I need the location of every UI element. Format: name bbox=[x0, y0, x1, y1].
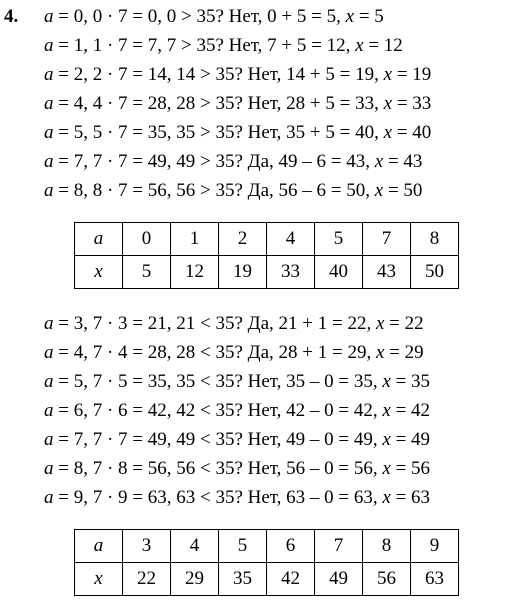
table-cell: 4 bbox=[171, 530, 219, 563]
table-cell: 0 bbox=[123, 223, 171, 256]
result: = 29 bbox=[384, 342, 424, 363]
var-a: a bbox=[44, 487, 54, 508]
part1-line-6 bbox=[44, 151, 422, 173]
table-cell: 63 bbox=[411, 563, 459, 596]
table-cell: 8 bbox=[411, 223, 459, 256]
var-x: x bbox=[383, 122, 393, 143]
var-x: x bbox=[383, 64, 393, 85]
expression: = 3, 7 · 3 = 21, 21 < 35? Да, 21 + 1 = 22, bbox=[53, 313, 376, 334]
result: = 43 bbox=[383, 151, 423, 172]
result: = 22 bbox=[384, 313, 424, 334]
table-cell: 29 bbox=[171, 563, 219, 596]
problem-number: 4. bbox=[4, 6, 19, 27]
table-cell: 7 bbox=[363, 223, 411, 256]
var-a: a bbox=[44, 458, 54, 479]
part2-line-6 bbox=[44, 458, 430, 480]
part1-line-4 bbox=[44, 93, 431, 115]
table-cell: 2 bbox=[219, 223, 267, 256]
table-cell: 35 bbox=[219, 563, 267, 596]
values-table-2 bbox=[74, 529, 459, 596]
row-label-a: a bbox=[75, 530, 123, 563]
var-a: a bbox=[44, 35, 54, 56]
expression: = 5, 7 · 5 = 35, 35 < 35? Нет, 35 – 0 = 35, bbox=[53, 371, 383, 392]
table-cell: 8 bbox=[363, 530, 411, 563]
expression: = 6, 7 · 6 = 42, 42 < 35? Нет, 42 – 0 = 42, bbox=[53, 400, 383, 421]
table-cell: 56 bbox=[363, 563, 411, 596]
var-x: x bbox=[382, 429, 391, 450]
result: = 40 bbox=[392, 122, 432, 143]
expression: = 5, 5 · 7 = 35, 35 > 35? Нет, 35 + 5 = 40, bbox=[53, 122, 384, 143]
result: = 12 bbox=[363, 35, 403, 56]
var-x: x bbox=[382, 400, 391, 421]
part2-line-1 bbox=[44, 313, 424, 335]
part2-line-7 bbox=[44, 487, 430, 509]
part2-line-2 bbox=[44, 342, 424, 364]
part1-line-1 bbox=[44, 6, 384, 28]
table-cell: 9 bbox=[411, 530, 459, 563]
expression: = 9, 7 · 9 = 63, 63 < 35? Нет, 63 – 0 = 63, bbox=[53, 487, 383, 508]
expression: = 1, 1 · 7 = 7, 7 > 35? Нет, 7 + 5 = 12, bbox=[53, 35, 356, 56]
table-cell: 42 bbox=[267, 563, 315, 596]
expression: = 7, 7 · 7 = 49, 49 > 35? Да, 49 – 6 = 43, bbox=[53, 151, 375, 172]
result: = 35 bbox=[390, 371, 431, 392]
expression: = 4, 4 · 7 = 28, 28 > 35? Нет, 28 + 5 = 33, bbox=[53, 93, 384, 114]
var-a: a bbox=[44, 400, 54, 421]
result: = 49 bbox=[390, 429, 431, 450]
result: = 56 bbox=[390, 458, 431, 479]
var-a: a bbox=[44, 151, 54, 172]
var-a: a bbox=[44, 6, 54, 27]
result: = 50 bbox=[383, 180, 423, 201]
var-a: a bbox=[44, 313, 54, 334]
var-a: a bbox=[44, 93, 54, 114]
var-a: a bbox=[44, 429, 54, 450]
var-x: x bbox=[374, 180, 384, 201]
var-x: x bbox=[383, 93, 393, 114]
expression: = 8, 7 · 8 = 56, 56 < 35? Нет, 56 – 0 = 56, bbox=[53, 458, 383, 479]
expression: = 7, 7 · 7 = 49, 49 < 35? Нет, 49 – 0 = 49, bbox=[53, 429, 383, 450]
table-cell: 40 bbox=[315, 256, 363, 289]
table-cell: 19 bbox=[219, 256, 267, 289]
var-x: x bbox=[374, 151, 384, 172]
table-cell: 33 bbox=[267, 256, 315, 289]
row-label-a: a bbox=[75, 223, 123, 256]
table-cell: 12 bbox=[171, 256, 219, 289]
expression: = 8, 8 · 7 = 56, 56 > 35? Да, 56 – 6 = 50, bbox=[53, 180, 375, 201]
values-table-1 bbox=[74, 222, 459, 289]
table-row-x bbox=[75, 563, 459, 596]
var-x: x bbox=[375, 313, 385, 334]
part1-line-5 bbox=[44, 122, 431, 144]
result: = 42 bbox=[390, 400, 431, 421]
var-x: x bbox=[382, 371, 391, 392]
table-cell: 5 bbox=[123, 256, 171, 289]
var-x: x bbox=[345, 6, 355, 27]
table-cell: 43 bbox=[363, 256, 411, 289]
table-cell: 5 bbox=[219, 530, 267, 563]
table-row-a bbox=[75, 530, 459, 563]
expression: = 0, 0 · 7 = 0, 0 > 35? Нет, 0 + 5 = 5, bbox=[53, 6, 346, 27]
var-a: a bbox=[44, 122, 54, 143]
table-cell: 50 bbox=[411, 256, 459, 289]
var-a: a bbox=[44, 371, 54, 392]
var-a: a bbox=[44, 342, 54, 363]
var-a: a bbox=[44, 64, 54, 85]
var-a: a bbox=[44, 180, 54, 201]
result: = 33 bbox=[392, 93, 432, 114]
row-label-x: x bbox=[75, 563, 123, 596]
table-cell: 3 bbox=[123, 530, 171, 563]
expression: = 2, 2 · 7 = 14, 14 > 35? Нет, 14 + 5 = 19, bbox=[53, 64, 384, 85]
table-cell: 7 bbox=[315, 530, 363, 563]
expression: = 4, 7 · 4 = 28, 28 < 35? Да, 28 + 1 = 29, bbox=[53, 342, 376, 363]
table-cell: 6 bbox=[267, 530, 315, 563]
table-cell: 4 bbox=[267, 223, 315, 256]
var-x: x bbox=[375, 342, 385, 363]
table-row-x bbox=[75, 256, 459, 289]
var-x: x bbox=[355, 35, 364, 56]
part1-line-3 bbox=[44, 64, 431, 86]
result: = 19 bbox=[392, 64, 432, 85]
part2-line-5 bbox=[44, 429, 430, 451]
table-cell: 22 bbox=[123, 563, 171, 596]
row-label-x: x bbox=[75, 256, 123, 289]
table-row-a bbox=[75, 223, 459, 256]
part2-line-4 bbox=[44, 400, 430, 422]
result: = 5 bbox=[354, 6, 384, 27]
part1-line-7 bbox=[44, 180, 422, 202]
var-x: x bbox=[382, 458, 391, 479]
table-cell: 1 bbox=[171, 223, 219, 256]
part2-line-3 bbox=[44, 371, 430, 393]
table-cell: 49 bbox=[315, 563, 363, 596]
table-cell: 5 bbox=[315, 223, 363, 256]
var-x: x bbox=[382, 487, 391, 508]
result: = 63 bbox=[390, 487, 431, 508]
part1-line-2 bbox=[44, 35, 403, 57]
